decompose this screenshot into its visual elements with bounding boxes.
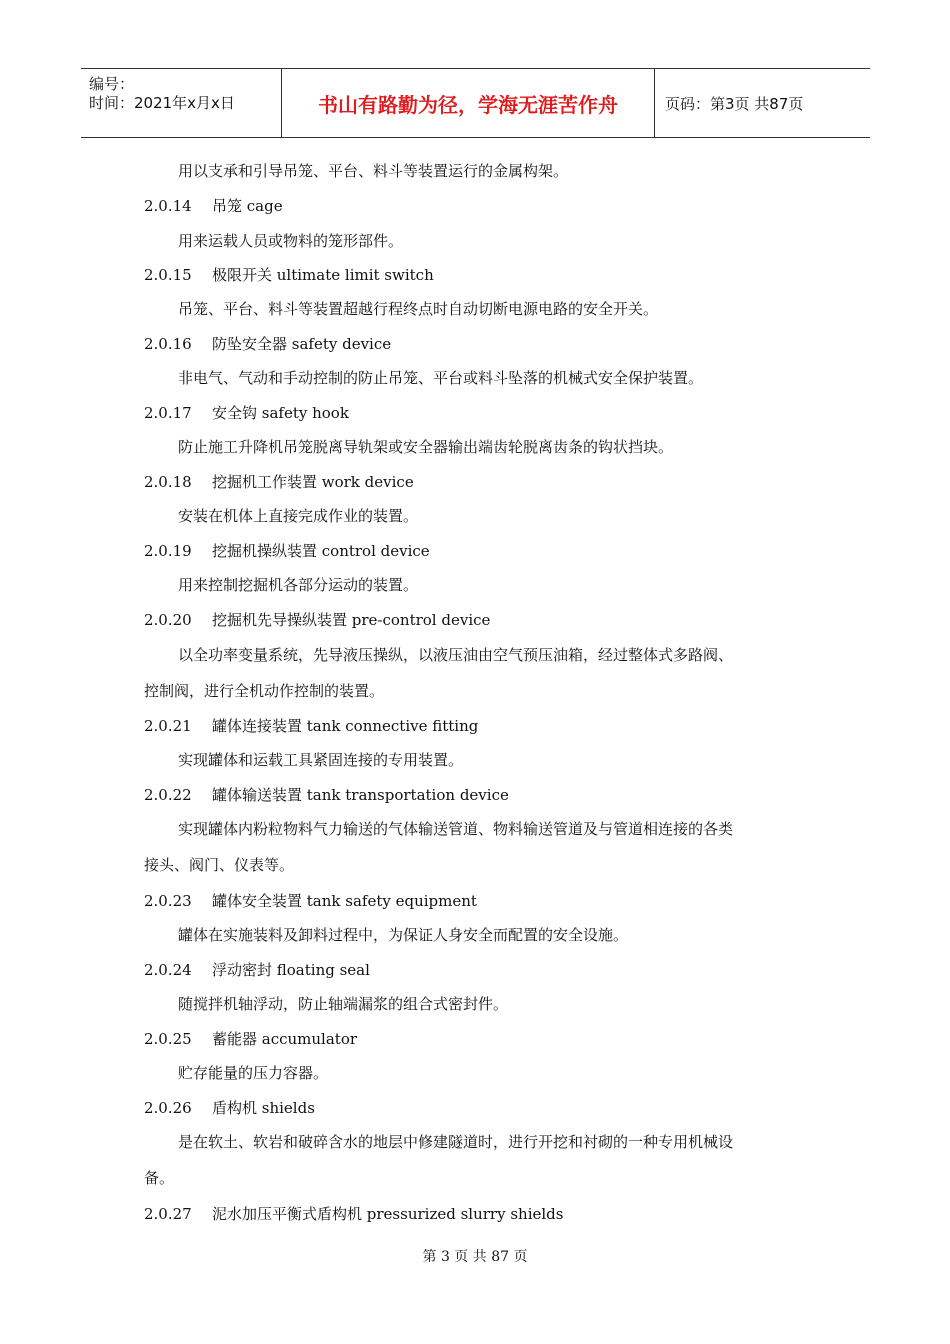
entry-name: 罐体安全装置 tank safety equipment (212, 892, 477, 910)
entry-name: 挖掘机工作装置 work device (212, 473, 414, 491)
entry-term (144, 1098, 315, 1118)
entry-term (144, 472, 414, 492)
serial-label: 编号： (89, 75, 135, 93)
entry-number: 2.0.14 (144, 197, 192, 215)
motto-text: 书山有路勤为径，学海无涯苦作舟 (318, 92, 618, 117)
entry-number: 2.0.22 (144, 786, 192, 804)
entry-description: 罐体在实施装料及卸料过程中，为保证人身安全而配置的安全设施。 (178, 926, 629, 944)
entry-term (144, 196, 283, 216)
page-footer (0, 1246, 950, 1266)
entry-name: 极限开关 ultimate limit switch (212, 266, 434, 284)
entry-term (144, 785, 509, 805)
intro-description: 用以支承和引导吊笼、平台、料斗等装置运行的金属构架。 (178, 162, 569, 180)
entry-name: 罐体连接装置 tank connective fitting (212, 717, 479, 735)
entry-description: 吊笼、平台、料斗等装置超越行程终点时自动切断电源电路的安全开关。 (178, 300, 659, 318)
entry-number: 2.0.26 (144, 1099, 192, 1117)
entry-name: 挖掘机先导操纵装置 pre-control device (212, 611, 491, 629)
entry-number: 2.0.19 (144, 542, 192, 560)
entry-term (144, 891, 477, 911)
entry-description-continued: 备。 (144, 1169, 175, 1187)
entry-number: 2.0.16 (144, 335, 192, 353)
entry-description: 非电气、气动和手动控制的防止吊笼、平台或料斗坠落的机械式安全保护装置。 (178, 369, 704, 387)
entry-description: 用来运载人员或物料的笼形部件。 (178, 232, 404, 250)
entry-name: 蓄能器 accumulator (212, 1030, 358, 1048)
entry-description: 实现罐体和运载工具紧固连接的专用装置。 (178, 751, 464, 769)
entry-name: 盾构机 shields (212, 1099, 315, 1117)
entry-number: 2.0.23 (144, 892, 192, 910)
entry-description-continued: 控制阀，进行全机动作控制的装置。 (144, 682, 385, 700)
entry-name: 安全钩 safety hook (212, 404, 349, 422)
entry-description: 随搅拌机轴浮动，防止轴端漏浆的组合式密封件。 (178, 995, 509, 1013)
entry-term (144, 716, 478, 736)
entry-name: 泥水加压平衡式盾构机 pressurized slurry shields (212, 1205, 564, 1223)
entry-term (144, 960, 370, 980)
entry-term (144, 610, 490, 630)
entry-term (144, 334, 391, 354)
entry-name: 浮动密封 floating seal (212, 961, 370, 979)
entry-term (144, 541, 430, 561)
entry-description: 安装在机体上直接完成作业的装置。 (178, 507, 419, 525)
entry-description: 防止施工升降机吊笼脱离导轨架或安全器输出端齿轮脱离齿条的钩状挡块。 (178, 438, 674, 456)
entry-number: 2.0.17 (144, 404, 192, 422)
entry-number: 2.0.20 (144, 611, 192, 629)
entry-number: 2.0.15 (144, 266, 192, 284)
entry-number: 2.0.27 (144, 1205, 192, 1223)
entry-description: 贮存能量的压力容器。 (178, 1064, 329, 1082)
footer-page-number: 第 3 页 共 87 页 (422, 1249, 528, 1265)
entry-name: 吊笼 cage (212, 197, 283, 215)
entry-term (144, 403, 349, 423)
entry-number: 2.0.25 (144, 1030, 192, 1048)
page-header (81, 68, 870, 138)
header-page-info: 页码：第3页 共87页 (665, 94, 804, 113)
entry-number: 2.0.18 (144, 473, 192, 491)
entry-name: 防坠安全器 safety device (212, 335, 392, 353)
entry-term (144, 1204, 563, 1224)
date-line: 时间：2021年x月x日 (89, 94, 235, 112)
entry-description-continued: 接头、阀门、仪表等。 (144, 856, 295, 874)
header-motto-cell (282, 69, 655, 137)
entry-term (144, 265, 434, 285)
entry-description: 实现罐体内粉粒物料气力输送的气体输送管道、物料输送管道及与管道相连接的各类 (178, 820, 734, 838)
header-meta-cell (81, 69, 282, 137)
entry-name: 挖掘机操纵装置 control device (212, 542, 430, 560)
entry-name: 罐体输送装置 tank transportation device (212, 786, 509, 804)
entry-number: 2.0.21 (144, 717, 192, 735)
entry-number: 2.0.24 (144, 961, 192, 979)
entry-term (144, 1029, 357, 1049)
header-page-cell (655, 69, 870, 137)
entry-description: 以全功率变量系统，先导液压操纵，以液压油由空气预压油箱，经过整体式多路阀、 (178, 646, 734, 664)
entry-description: 是在软土、软岩和破碎含水的地层中修建隧道时，进行开挖和衬砌的一种专用机械设 (178, 1133, 734, 1151)
entry-description: 用来控制挖掘机各部分运动的装置。 (178, 576, 419, 594)
